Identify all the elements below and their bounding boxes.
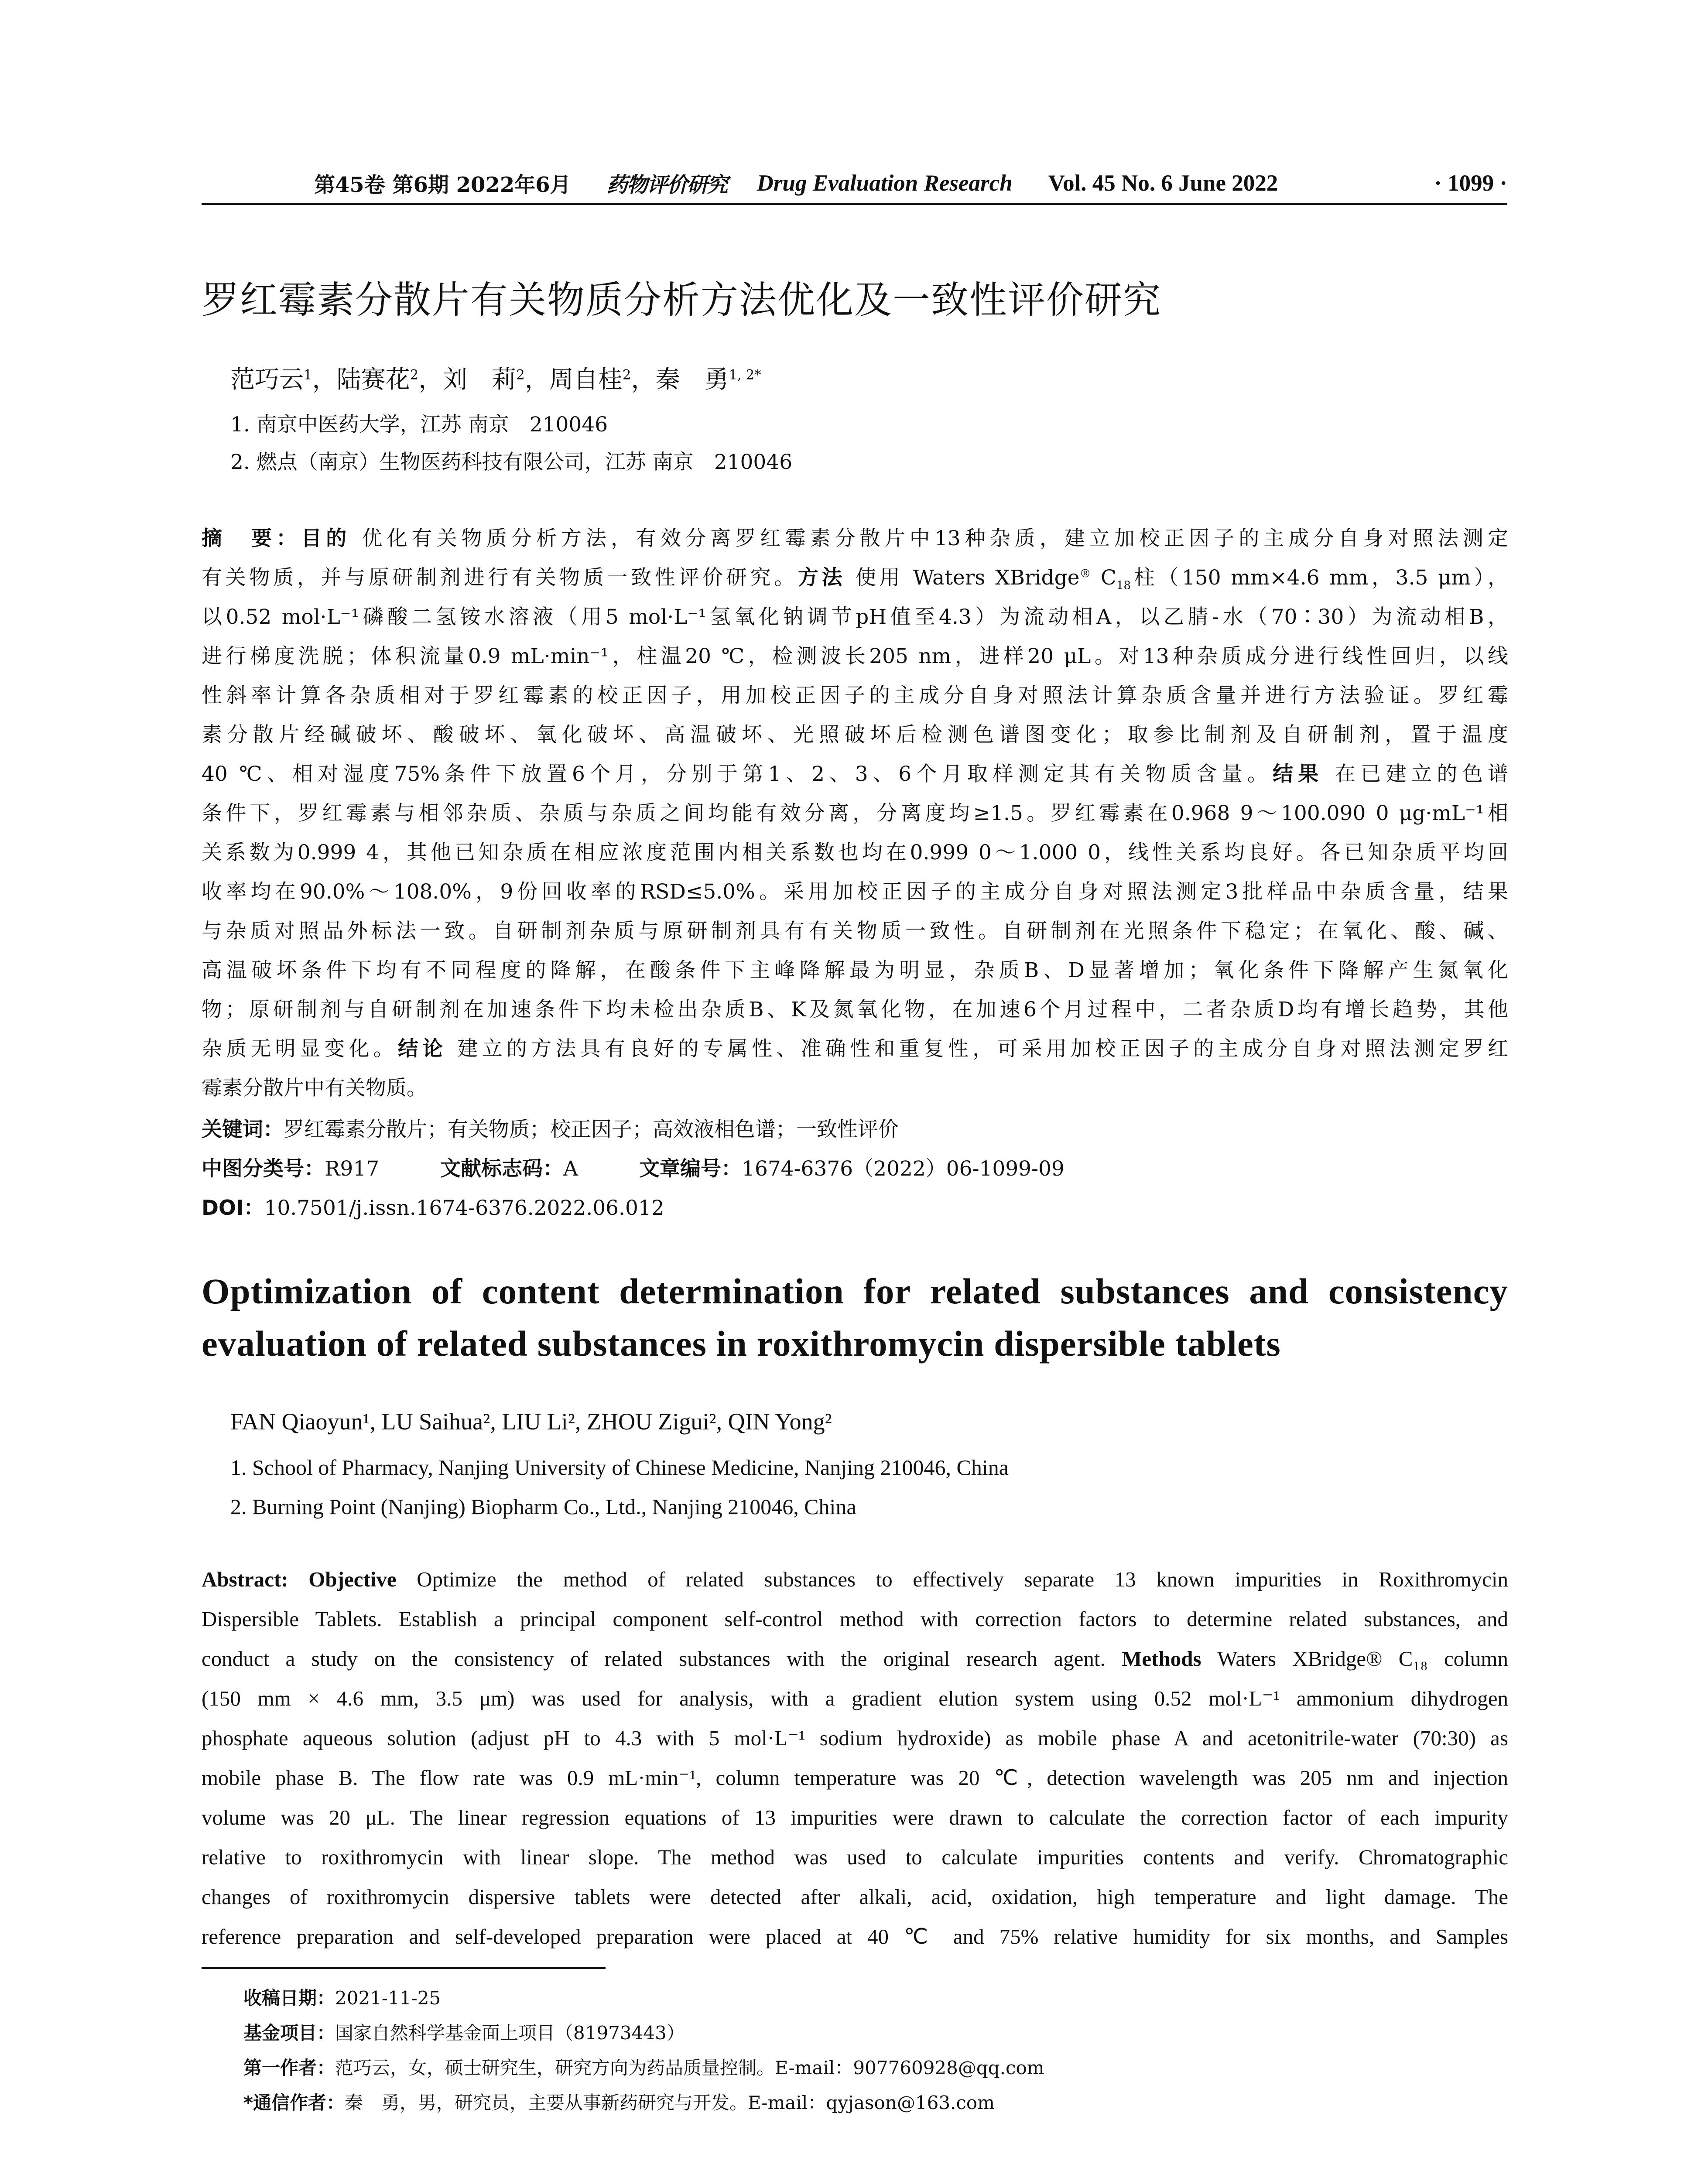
abstract-en-line: reference preparation and self-developed preparation were placed at 40 ℃ and 75% relative humidity for six months, and Samples bbox=[202, 1925, 1508, 1949]
abstract-cn-line: 条件下，罗红霉素与相邻杂质、杂质与杂质之间均能有效分离，分离度均≥1.5。罗红霉素在0.968 9～100.090 0 μg·mL⁻¹相 bbox=[202, 801, 1508, 825]
footnote-label: *通信作者： bbox=[243, 2092, 345, 2113]
c18-c: C bbox=[1101, 566, 1117, 590]
footnote-text: 秦 勇，男，研究员，主要从事新药研究与开发。E-mail：qyjason@163.com bbox=[344, 2092, 995, 2113]
registered-mark: ® bbox=[1079, 567, 1091, 581]
abstract-cn-line: 与杂质对照品外标法一致。自研制剂杂质与原研制剂具有有关物质一致性。自研制剂在光照条件下稳定；在氧化、酸、碱、 bbox=[202, 919, 1508, 943]
c18-sub: 18 bbox=[1116, 579, 1131, 592]
title-cn: 罗红霉素分散片有关物质分析方法优化及一致性评价研究 bbox=[202, 278, 1161, 322]
abstract-en-line: changes of roxithromycin dispersive tablets were detected after alkali, acid, oxidation, high temperature and light damage. The bbox=[202, 1885, 1508, 1909]
abstract-cn bbox=[202, 519, 1508, 1108]
methods-label-cn: 方法 bbox=[798, 566, 846, 590]
abstract-cn-text: 柱（150 mm×4.6 mm，3.5 μm）， bbox=[1130, 566, 1508, 590]
authors-en: FAN Qiaoyun¹, LU Saihua², LIU Li², ZHOU Zigui², QIN Yong² bbox=[230, 1408, 832, 1435]
doc-code-value: A bbox=[563, 1157, 578, 1181]
abstract-cn-text: 有关物质，并与原研制剂进行有关物质一致性评价研究。 bbox=[202, 566, 798, 590]
abstract-cn-line: 素分散片经碱破坏、酸破坏、氧化破坏、高温破坏、光照破坏后检测色谱图变化；取参比制剂及自研制剂，置于温度 bbox=[202, 723, 1508, 747]
abstract-cn-text: 40 ℃、相对湿度75%条件下放置6个月，分别于第1、2、3、6个月取样测定其有关物质含量。 bbox=[202, 762, 1273, 786]
footnote-label: 基金项目： bbox=[243, 2022, 335, 2044]
abstract-en bbox=[202, 1559, 1508, 1956]
objective-label-en: Objective bbox=[308, 1567, 397, 1591]
abstract-en-text: conduct a study on the consistency of related substances with the original research agent. bbox=[202, 1647, 1106, 1671]
abstract-en-line: Dispersible Tablets. Establish a principal component self-control method with correction factors to determine related substances, and bbox=[202, 1607, 1508, 1631]
footnote-label: 收稿日期： bbox=[243, 1987, 335, 2009]
volume-issue-en: Vol. 45 No. 6 June 2022 bbox=[1048, 170, 1278, 196]
conclusion-label-cn: 结论 bbox=[397, 1037, 447, 1061]
affiliation-en-1: 1. School of Pharmacy, Nanjing University of Chinese Medicine, Nanjing 210046, China bbox=[230, 1455, 1009, 1480]
author-name: 周自桂 bbox=[549, 366, 623, 394]
abstract-en-line: (150 mm × 4.6 mm, 3.5 μm) was used for analysis, with a gradient elution system using 0.52 mol·L⁻¹ ammonium dihydrogen bbox=[202, 1686, 1508, 1710]
title-en-line: Optimization of content determination for related substances and consistency bbox=[202, 1271, 1508, 1311]
author-sup: 2 bbox=[622, 367, 631, 383]
doi-line bbox=[202, 1192, 664, 1221]
authors-cn: 范巧云$^1$，陆赛花$^2$，刘 莉$^2$，周自桂$^2$，秦 勇$^{1, 2*}$ bbox=[230, 366, 761, 394]
footnote-received bbox=[243, 1984, 441, 2010]
running-header bbox=[202, 168, 1507, 198]
clc-label: 中图分类号： bbox=[202, 1157, 325, 1181]
author-sup: 2 bbox=[410, 367, 419, 383]
footnote-rule bbox=[202, 1967, 606, 1969]
abstract-cn-line: 关系数为0.999 4，其他已知杂质在相应浓度范围内相关系数也均在0.999 0～1.000 0，线性关系均良好。各已知杂质平均回 bbox=[202, 841, 1508, 865]
footnote-first-author bbox=[243, 2054, 1044, 2080]
header-rule bbox=[202, 203, 1507, 205]
abstract-cn-text: 优化有关物质分析方法，有效分离罗红霉素分散片中13种杂质，建立加校正因子的主成分自身对照法测定 bbox=[362, 526, 1508, 550]
abstract-label-cn: 摘 要： bbox=[202, 526, 301, 550]
keywords-cn bbox=[202, 1113, 899, 1142]
classification-line bbox=[202, 1152, 1065, 1182]
footnote-corresponding bbox=[243, 2089, 995, 2115]
abstract-en-line: phosphate aqueous solution (adjust pH to 4.3 with 5 mol·L⁻¹ sodium hydroxide) as mobile phase A and acetonitrile-water (70:30) as bbox=[202, 1726, 1508, 1750]
doc-code-label: 文献标志码： bbox=[440, 1157, 564, 1181]
clc-value: R917 bbox=[325, 1157, 380, 1181]
article-no-label: 文章编号： bbox=[639, 1157, 742, 1181]
author-name: 秦 勇 bbox=[655, 366, 729, 394]
abstract-cn-line: 性斜率计算各杂质相对于罗红霉素的校正因子，用加校正因子的主成分自身对照法计算杂质含量并进行方法验证。罗红霉 bbox=[202, 684, 1508, 708]
abstract-cn-text: 在已建立的色谱 bbox=[1335, 762, 1508, 786]
issue-cn: 第45卷 第6期 2022年6月 bbox=[314, 173, 571, 197]
author-sup: 2 bbox=[516, 367, 525, 383]
abstract-cn-line: 收率均在90.0%～108.0%，9份回收率的RSD≤5.0%。采用加校正因子的主成分自身对照法测定3批样品中杂质含量，结果 bbox=[202, 880, 1508, 904]
author-sup: 1, 2* bbox=[729, 367, 761, 383]
author-sup: 1 bbox=[304, 367, 312, 383]
abstract-cn-text: 建立的方法具有良好的专属性、准确性和重复性，可采用加校正因子的主成分自身对照法测定罗红 bbox=[457, 1037, 1509, 1061]
abstract-cn-text: 使用 Waters XBridge bbox=[855, 566, 1080, 590]
abstract-cn-text: 杂质无明显变化。 bbox=[202, 1037, 398, 1061]
footnote-label: 第一作者： bbox=[243, 2057, 335, 2078]
abstract-cn-line: 进行梯度洗脱；体积流量0.9 mL·min⁻¹，柱温20 ℃，检测波长205 nm，进样20 μL。对13种杂质成分进行线性回归，以线 bbox=[202, 644, 1508, 668]
abstract-en-text: Waters XBridge® C₁₈ column bbox=[1217, 1647, 1509, 1671]
author-name: 陆赛花 bbox=[336, 366, 410, 394]
objective-label-cn: 目的 bbox=[301, 526, 351, 550]
abstract-cn-line: 高温破坏条件下均有不同程度的降解，在酸条件下主峰降解最为明显，杂质B、D显著增加；氧化条件下降解产生氮氧化 bbox=[202, 958, 1508, 982]
author-name: 刘 莉 bbox=[443, 366, 517, 394]
article-no-value: 1674-6376（2022）06-1099-09 bbox=[742, 1157, 1065, 1181]
affiliation-en-2: 2. Burning Point (Nanjing) Biopharm Co., Ltd., Nanjing 210046, China bbox=[230, 1494, 856, 1519]
methods-label-en: Methods bbox=[1122, 1647, 1201, 1671]
abstract-en-line: volume was 20 μL. The linear regression equations of 13 impurities were drawn to calculate the correction factor of each impurity bbox=[202, 1805, 1508, 1829]
abstract-cn-line: 物；原研制剂与自研制剂在加速条件下均未检出杂质B、K及氮氧化物，在加速6个月过程中，二者杂质D均有增长趋势，其他 bbox=[202, 998, 1508, 1022]
title-en-line: evaluation of related substances in roxithromycin dispersible tablets bbox=[202, 1323, 1281, 1364]
page-number: · 1099 · bbox=[1434, 170, 1507, 196]
abstract-cn-line: 以0.52 mol·L⁻¹磷酸二氢铵水溶液（用5 mol·L⁻¹氢氧化钠调节pH值至4.3）为流动相A，以乙腈-水（70∶30）为流动相B， bbox=[202, 605, 1508, 629]
footnote-text: 国家自然科学基金面上项目（81973443） bbox=[335, 2022, 685, 2044]
keywords-label: 关键词： bbox=[202, 1118, 284, 1142]
footnote-text: 范巧云，女，硕士研究生，研究方向为药品质量控制。E-mail：907760928@qq.com bbox=[335, 2057, 1044, 2078]
abstract-label-en: Abstract: bbox=[202, 1567, 288, 1591]
affiliation-cn-2: 2. 燃点（南京）生物医药科技有限公司，江苏 南京 210046 bbox=[230, 450, 793, 474]
keywords-value: 罗红霉素分散片；有关物质；校正因子；高效液相色谱；一致性评价 bbox=[284, 1118, 899, 1142]
footnote-text: 2021-11-25 bbox=[335, 1987, 441, 2009]
doi-value[interactable]: 10.7501/j.issn.1674-6376.2022.06.012 bbox=[264, 1196, 664, 1220]
results-label-cn: 结果 bbox=[1273, 762, 1324, 786]
title-en bbox=[202, 1265, 1508, 1370]
footnote-funding bbox=[243, 2019, 685, 2045]
journal-logo-cn: 药物评价研究 bbox=[606, 173, 727, 197]
abstract-en-line: relative to roxithromycin with linear slope. The method was used to calculate impurities contents and verify. Chromatographic bbox=[202, 1845, 1508, 1869]
abstract-en-text: Optimize the method of related substances to effectively separate 13 known impurities in Roxithromycin bbox=[417, 1567, 1509, 1591]
abstract-en-line: mobile phase B. The flow rate was 0.9 mL·min⁻¹, column temperature was 20 ℃, detection wavelength was 205 nm and injection bbox=[202, 1766, 1508, 1790]
doi-label: DOI： bbox=[202, 1196, 264, 1220]
journal-name-en: Drug Evaluation Research bbox=[756, 170, 1013, 196]
affiliation-cn-1: 1. 南京中医药大学，江苏 南京 210046 bbox=[230, 413, 608, 437]
abstract-cn-line: 霉素分散片中有关物质。 bbox=[202, 1076, 427, 1100]
author-name: 范巧云 bbox=[230, 366, 304, 394]
